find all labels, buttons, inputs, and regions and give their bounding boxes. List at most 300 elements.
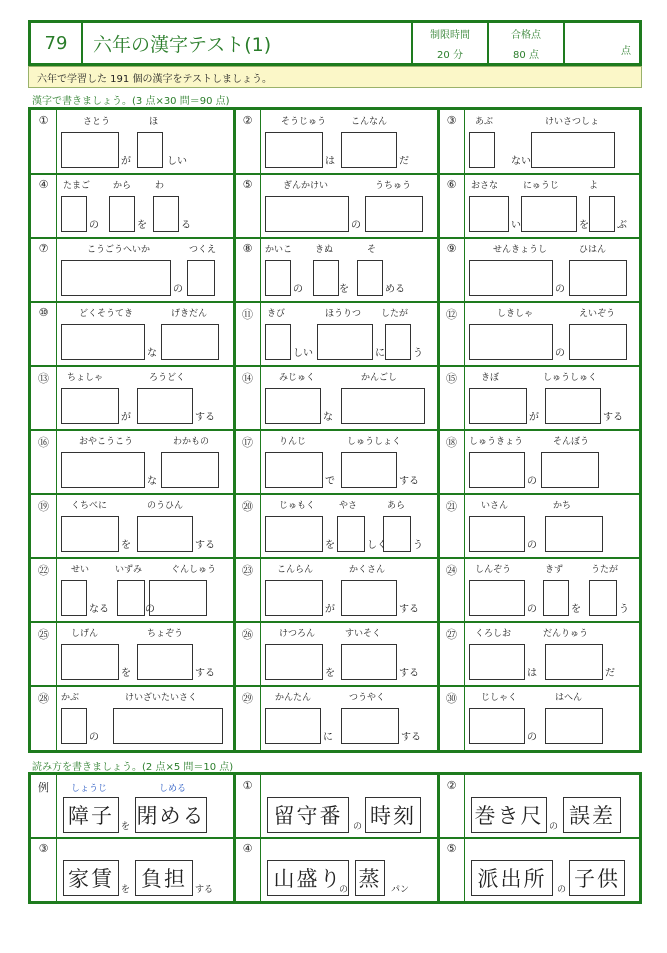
furigana: しゅうしょく <box>347 437 402 447</box>
answer-box[interactable] <box>545 388 601 424</box>
okurigana: する <box>195 412 215 423</box>
okurigana: ない <box>511 156 531 167</box>
okurigana: に <box>323 732 333 743</box>
reading-cell <box>235 838 439 901</box>
answer-box[interactable] <box>469 132 495 168</box>
test-header <box>28 20 642 66</box>
furigana: しゅうしゅく <box>543 373 598 383</box>
furigana: おやこうこう <box>79 437 134 447</box>
reading-cell <box>31 838 235 901</box>
question-cell <box>235 622 439 686</box>
question-cell <box>439 110 639 174</box>
furigana: ほうりつ <box>325 309 362 319</box>
okurigana: しく <box>367 540 387 551</box>
furigana: わかもの <box>173 437 210 447</box>
question-cell <box>235 110 439 174</box>
section-write-label: 漢字で書きましょう。(3 点×30 問＝90 点) <box>32 96 230 107</box>
okurigana: が <box>121 156 131 167</box>
furigana: かくさん <box>349 565 386 575</box>
answer-box[interactable] <box>569 324 627 360</box>
intro-banner: 六年で学習した 191 個の漢字をテストしましょう。 <box>28 66 642 88</box>
furigana: はへん <box>555 693 583 703</box>
answer-box[interactable] <box>317 324 373 360</box>
reading-word: 家賃 <box>63 860 119 896</box>
question-cell <box>235 558 439 622</box>
okurigana: う <box>413 348 423 359</box>
okurigana: の <box>555 348 565 359</box>
answer-box[interactable] <box>137 132 163 168</box>
furigana: しんぞう <box>475 565 512 575</box>
grid-divider <box>31 301 639 303</box>
answer-box[interactable] <box>469 452 525 488</box>
answer-box[interactable] <box>341 132 397 168</box>
grid-divider <box>31 621 639 623</box>
furigana: じしゃく <box>481 693 518 703</box>
furigana: いさん <box>481 501 509 511</box>
question-number: ㉑ <box>439 494 465 558</box>
reading-word: 派出所 <box>471 860 553 896</box>
answer-box[interactable] <box>109 196 135 232</box>
page-title: 六年の漢字テスト(1) <box>83 23 413 63</box>
furigana: にゅうじ <box>523 181 559 191</box>
okurigana: なる <box>89 604 109 615</box>
question-cell <box>439 238 639 302</box>
furigana: りんじ <box>279 437 307 447</box>
furigana: のうひん <box>147 501 184 511</box>
okurigana: する <box>195 885 214 895</box>
okurigana: が <box>121 412 131 423</box>
reading-word: 障子 <box>63 797 119 833</box>
answer-box[interactable] <box>265 516 323 552</box>
answer-box[interactable] <box>469 708 525 744</box>
answer-box[interactable] <box>149 580 207 616</box>
furigana: ほ <box>149 117 159 127</box>
furigana: したが <box>381 309 409 319</box>
okurigana: の <box>527 732 537 743</box>
okurigana: を <box>579 220 589 231</box>
okurigana: する <box>401 732 421 743</box>
okurigana: の <box>557 885 567 895</box>
okurigana: う <box>413 540 423 551</box>
okurigana: の <box>145 604 155 615</box>
question-number: ⑧ <box>235 238 261 302</box>
question-number: ⑨ <box>439 238 465 302</box>
question-number: ⑬ <box>31 366 57 430</box>
furigana: しゅうきょう <box>469 437 524 447</box>
furigana: きず <box>545 565 564 575</box>
grid-divider <box>31 365 639 367</box>
question-number: ㉔ <box>439 558 465 622</box>
question-cell <box>439 302 639 366</box>
okurigana: する <box>195 540 215 551</box>
answer-box[interactable] <box>265 580 323 616</box>
answer-box[interactable] <box>469 516 525 552</box>
answer-box[interactable] <box>521 196 577 232</box>
answer-box[interactable] <box>357 260 383 296</box>
question-cell <box>235 366 439 430</box>
question-number: ⑥ <box>439 174 465 238</box>
okurigana: に <box>375 348 385 359</box>
furigana: つうやく <box>349 693 386 703</box>
okurigana: を <box>325 540 335 551</box>
answer-box[interactable] <box>265 132 323 168</box>
question-number: ② <box>235 110 261 174</box>
question-cell <box>235 686 439 750</box>
okurigana: める <box>385 284 405 295</box>
question-cell <box>31 238 235 302</box>
answer-box[interactable] <box>543 580 569 616</box>
answer-box[interactable] <box>469 324 553 360</box>
question-number: ⑯ <box>31 430 57 494</box>
okurigana: は <box>527 668 537 679</box>
question-number: ③ <box>31 838 57 901</box>
furigana: かいこ <box>265 245 293 255</box>
question-cell <box>31 110 235 174</box>
furigana: すいそく <box>345 629 382 639</box>
question-number: 例 <box>31 775 57 838</box>
okurigana: る <box>181 220 191 231</box>
question-cell <box>235 430 439 494</box>
answer-box[interactable] <box>61 452 145 488</box>
reading-cell <box>235 775 439 838</box>
furigana: げきだん <box>171 309 208 319</box>
reading-word: 誤差 <box>563 797 621 833</box>
okurigana: の <box>351 220 361 231</box>
question-number: ㉙ <box>235 686 261 750</box>
okurigana: の <box>293 284 303 295</box>
answer-box[interactable] <box>545 708 603 744</box>
score-field[interactable] <box>565 23 639 63</box>
okurigana: は <box>325 156 335 167</box>
answer-box[interactable] <box>61 708 87 744</box>
question-cell <box>31 494 235 558</box>
answer-box[interactable] <box>469 196 509 232</box>
question-cell <box>439 366 639 430</box>
reading-cell <box>31 775 235 838</box>
answer-box[interactable] <box>545 644 603 680</box>
answer-box[interactable] <box>265 196 349 232</box>
furigana: ひはん <box>579 245 607 255</box>
furigana: おさな <box>471 181 499 191</box>
furigana: こんらん <box>277 565 314 575</box>
furigana: じゅもく <box>279 501 316 511</box>
question-number: ⑤ <box>439 838 465 901</box>
question-number: ㉖ <box>235 622 261 686</box>
answer-box[interactable] <box>153 196 179 232</box>
okurigana: パン <box>391 885 410 895</box>
question-cell <box>439 686 639 750</box>
question-number: ㉓ <box>235 558 261 622</box>
furigana: わ <box>155 181 165 191</box>
answer-box[interactable] <box>265 644 323 680</box>
okurigana: の <box>549 822 559 832</box>
answer-box[interactable] <box>137 644 193 680</box>
answer-box[interactable] <box>313 260 339 296</box>
furigana: ろうどく <box>149 373 186 383</box>
furigana: けいさつしょ <box>545 117 600 127</box>
answer-box[interactable] <box>541 452 599 488</box>
furigana: つくえ <box>189 245 217 255</box>
furigana: きぼ <box>481 373 500 383</box>
furigana: ぎんかけい <box>283 181 329 191</box>
answer-box[interactable] <box>265 324 291 360</box>
answer-box[interactable] <box>341 708 399 744</box>
answer-box[interactable] <box>61 388 119 424</box>
question-cell <box>439 494 639 558</box>
furigana: きび <box>267 309 286 319</box>
answer-box[interactable] <box>61 132 119 168</box>
furigana: せい <box>71 565 90 575</box>
furigana: しきしゃ <box>497 309 534 319</box>
question-cell <box>439 430 639 494</box>
example-furigana: しめる <box>159 784 187 794</box>
score-unit: 点 <box>621 46 631 57</box>
furigana: こうごうへいか <box>87 245 151 255</box>
okurigana: ぶ <box>617 220 627 231</box>
furigana: えいぞう <box>579 309 616 319</box>
okurigana: を <box>325 668 335 679</box>
furigana: たまご <box>63 181 91 191</box>
answer-box[interactable] <box>61 324 145 360</box>
answer-box[interactable] <box>137 516 193 552</box>
answer-box[interactable] <box>61 196 87 232</box>
okurigana: を <box>339 284 349 295</box>
furigana: くろしお <box>475 629 512 639</box>
question-number: ① <box>31 110 57 174</box>
okurigana: する <box>399 476 419 487</box>
furigana: どくそうてき <box>79 309 134 319</box>
furigana: から <box>113 181 132 191</box>
okurigana: の <box>173 284 183 295</box>
grid-divider <box>31 557 639 559</box>
question-number: ⑩ <box>31 302 57 366</box>
reading-word: 蒸 <box>355 860 385 896</box>
question-number: ⑮ <box>439 366 465 430</box>
okurigana: を <box>137 220 147 231</box>
furigana: ぐんしゅう <box>171 565 217 575</box>
okurigana: しい <box>293 348 313 359</box>
answer-box[interactable] <box>469 388 527 424</box>
time-limit-box <box>413 23 489 63</box>
reading-word: 閉める <box>135 797 207 833</box>
answer-box[interactable] <box>161 324 219 360</box>
okurigana: する <box>399 604 419 615</box>
okurigana: な <box>147 476 157 487</box>
answer-box[interactable] <box>61 260 171 296</box>
section-read-label: 読み方を書きましょう。(2 点×5 問＝10 点) <box>32 762 234 773</box>
okurigana: を <box>121 822 131 832</box>
okurigana: い <box>511 220 521 231</box>
question-number: ㉗ <box>439 622 465 686</box>
furigana: だんりゅう <box>543 629 589 639</box>
furigana: けつろん <box>279 629 316 639</box>
example-furigana: しょうじ <box>71 784 108 794</box>
reading-cell <box>439 838 639 901</box>
furigana: ちょしゃ <box>67 373 104 383</box>
furigana: そうじゅう <box>281 117 327 127</box>
question-cell <box>31 302 235 366</box>
answer-box[interactable] <box>341 644 397 680</box>
question-number: ⑤ <box>235 174 261 238</box>
furigana: さとう <box>83 117 111 127</box>
furigana: うちゅう <box>375 181 412 191</box>
answer-box[interactable] <box>531 132 615 168</box>
question-number: ① <box>235 775 261 838</box>
furigana: うたが <box>591 565 619 575</box>
question-cell <box>31 366 235 430</box>
okurigana: の <box>527 604 537 615</box>
passing-score-value: 80 点 <box>513 49 539 61</box>
question-number: ㉕ <box>31 622 57 686</box>
kanji-writing-grid <box>28 107 642 753</box>
passing-score-box <box>489 23 565 63</box>
answer-box[interactable] <box>265 708 321 744</box>
grid-divider <box>31 429 639 431</box>
grid-divider <box>31 237 639 239</box>
okurigana: の <box>89 732 99 743</box>
question-cell <box>31 558 235 622</box>
reading-word: 巻き尺 <box>471 797 547 833</box>
okurigana: の <box>527 540 537 551</box>
furigana: あら <box>387 501 406 511</box>
answer-box[interactable] <box>341 388 425 424</box>
reading-cell <box>439 775 639 838</box>
question-cell <box>235 174 439 238</box>
answer-box[interactable] <box>365 196 423 232</box>
question-cell <box>235 238 439 302</box>
okurigana: の <box>353 822 363 832</box>
answer-box[interactable] <box>265 452 323 488</box>
question-number: ⑪ <box>235 302 261 366</box>
answer-box[interactable] <box>117 580 145 616</box>
okurigana: の <box>339 885 349 895</box>
furigana: あぶ <box>475 117 494 127</box>
passing-score-label: 合格点 <box>511 29 541 41</box>
reading-grid <box>28 772 642 904</box>
okurigana: を <box>121 668 131 679</box>
okurigana: だ <box>605 668 615 679</box>
furigana: ちょぞう <box>147 629 184 639</box>
furigana: きぬ <box>315 245 334 255</box>
grid-divider <box>31 685 639 687</box>
grid-divider <box>31 493 639 495</box>
furigana: せんきょうし <box>493 245 548 255</box>
answer-box[interactable] <box>341 580 397 616</box>
grid-divider <box>31 837 639 839</box>
okurigana: な <box>147 348 157 359</box>
question-cell <box>439 622 639 686</box>
furigana: そんぼう <box>553 437 590 447</box>
question-number: ② <box>439 775 465 838</box>
question-number: ㉚ <box>439 686 465 750</box>
okurigana: の <box>527 476 537 487</box>
question-number: ⑰ <box>235 430 261 494</box>
question-number: ⑦ <box>31 238 57 302</box>
answer-box[interactable] <box>61 580 87 616</box>
furigana: くちべに <box>71 501 108 511</box>
okurigana: が <box>529 412 539 423</box>
answer-box[interactable] <box>469 580 525 616</box>
okurigana: を <box>121 540 131 551</box>
okurigana: だ <box>399 156 409 167</box>
okurigana: で <box>325 476 335 487</box>
answer-box[interactable] <box>569 260 627 296</box>
reading-word: 留守番 <box>267 797 349 833</box>
furigana: こんなん <box>351 117 388 127</box>
question-cell <box>31 686 235 750</box>
furigana: やさ <box>339 501 358 511</box>
furigana: かんたん <box>275 693 312 703</box>
question-cell <box>235 302 439 366</box>
question-number: ㉒ <box>31 558 57 622</box>
okurigana: な <box>323 412 333 423</box>
answer-box[interactable] <box>61 644 119 680</box>
answer-box[interactable] <box>545 516 603 552</box>
question-number: ⑱ <box>439 430 465 494</box>
answer-box[interactable] <box>341 452 397 488</box>
reading-word: 山盛り <box>267 860 349 896</box>
reading-word: 時刻 <box>365 797 421 833</box>
furigana: いずみ <box>115 565 143 575</box>
okurigana: を <box>121 885 131 895</box>
time-limit-label: 制限時間 <box>430 29 470 41</box>
answer-box[interactable] <box>161 452 219 488</box>
answer-box[interactable] <box>137 388 193 424</box>
okurigana: の <box>555 284 565 295</box>
okurigana: を <box>571 604 581 615</box>
answer-box[interactable] <box>589 580 617 616</box>
furigana: かち <box>553 501 572 511</box>
question-number: ③ <box>439 110 465 174</box>
okurigana: が <box>325 604 335 615</box>
okurigana: う <box>619 604 629 615</box>
furigana: みじゅく <box>279 373 316 383</box>
furigana: しげん <box>71 629 99 639</box>
question-number: ⑫ <box>439 302 465 366</box>
answer-box[interactable] <box>187 260 215 296</box>
answer-box[interactable] <box>61 516 119 552</box>
answer-box[interactable] <box>265 260 291 296</box>
furigana: そ <box>367 245 377 255</box>
answer-box[interactable] <box>469 260 553 296</box>
furigana: かんごし <box>361 373 398 383</box>
furigana: かぶ <box>61 693 80 703</box>
question-cell <box>31 430 235 494</box>
question-number: ㉘ <box>31 686 57 750</box>
question-cell <box>31 174 235 238</box>
answer-box[interactable] <box>265 388 321 424</box>
answer-box[interactable] <box>383 516 411 552</box>
question-number: ⑳ <box>235 494 261 558</box>
question-cell <box>439 558 639 622</box>
question-number: ④ <box>31 174 57 238</box>
reading-word: 負担 <box>135 860 193 896</box>
furigana: よ <box>589 181 599 191</box>
test-number: 79 <box>31 23 83 63</box>
question-cell <box>235 494 439 558</box>
answer-box[interactable] <box>113 708 223 744</box>
answer-box[interactable] <box>589 196 615 232</box>
time-limit-value: 20 分 <box>437 49 463 61</box>
answer-box[interactable] <box>469 644 525 680</box>
furigana: けいざいたいさく <box>125 693 198 703</box>
reading-word: 子供 <box>569 860 625 896</box>
answer-box[interactable] <box>385 324 411 360</box>
okurigana: しい <box>167 156 187 167</box>
answer-box[interactable] <box>337 516 365 552</box>
okurigana: の <box>89 220 99 231</box>
grid-divider <box>31 173 639 175</box>
